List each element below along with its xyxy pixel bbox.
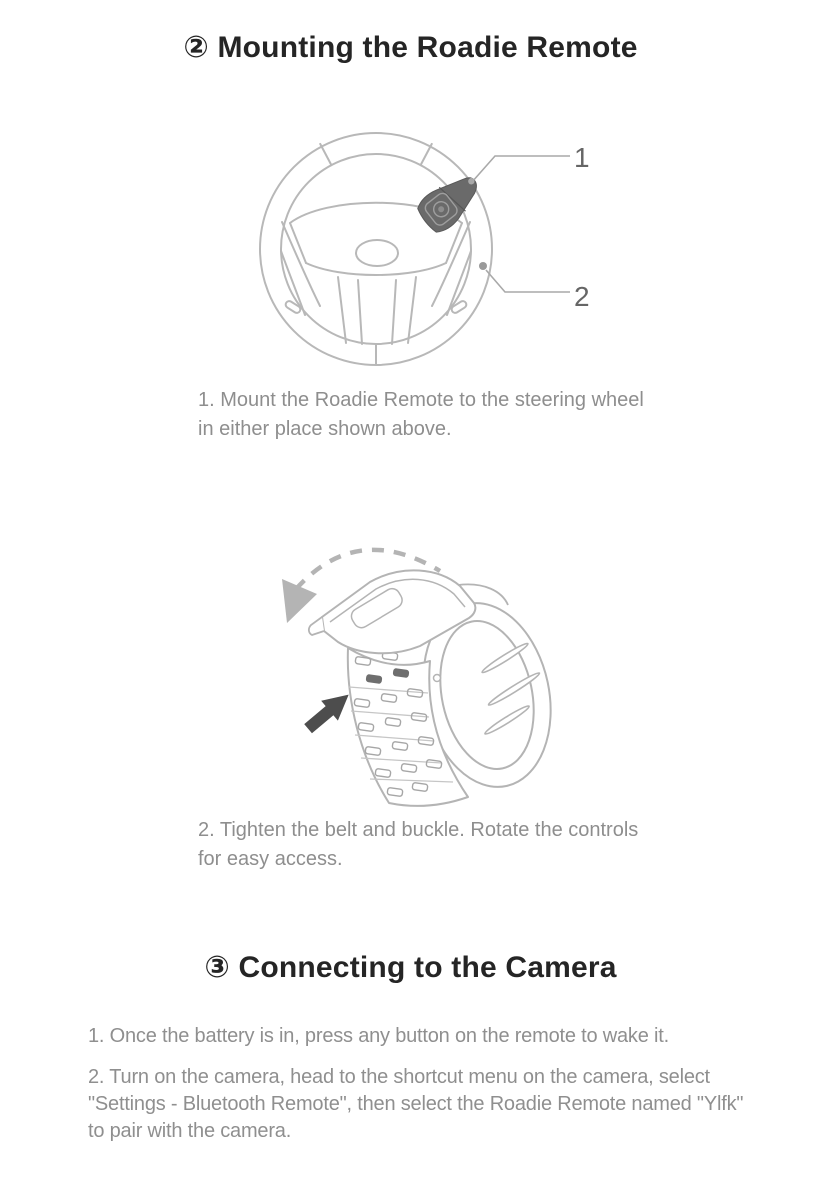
paragraph-line: 2. Turn on the camera, head to the shortcut menu on the camera, select	[88, 1066, 710, 1088]
paragraph-line: "Settings - Bluetooth Remote", then select the Roadie Remote named "Ylfk"	[88, 1093, 744, 1115]
mounting-step1-caption	[198, 386, 644, 444]
remote-strap-illustration	[262, 515, 562, 812]
remote-strap-drawing	[262, 515, 562, 807]
caption-line: 1. Mount the Roadie Remote to the steering wheel	[198, 389, 644, 411]
connecting-step2-paragraph	[88, 1064, 743, 1145]
callout-line-1	[472, 156, 570, 182]
callout-line-2	[486, 270, 570, 292]
paragraph-line: 1. Once the battery is in, press any button on the remote to wake it.	[88, 1025, 669, 1047]
wheel-logo-oval	[356, 240, 398, 266]
caption-line: for easy access.	[198, 848, 343, 870]
caption-line: 2. Tighten the belt and buckle. Rotate the controls	[198, 819, 639, 841]
steering-wheel-drawing	[240, 127, 600, 377]
buckle-pin	[434, 675, 441, 682]
section-heading-mounting: ② Mounting the Roadie Remote	[183, 31, 638, 64]
wheel-inner-rim	[281, 154, 471, 344]
connecting-step1-paragraph	[88, 1023, 669, 1050]
caption-line: in either place shown above.	[198, 418, 452, 440]
callout-label-2: 2	[574, 281, 590, 312]
callout-label-1: 1	[574, 142, 590, 173]
callout-dot-2	[479, 262, 487, 270]
insert-arrow	[300, 685, 357, 739]
steering-wheel-illustration	[240, 127, 600, 382]
paragraph-line: to pair with the camera.	[88, 1120, 292, 1142]
mounting-step2-caption	[198, 816, 638, 874]
section-heading-connecting: ③ Connecting to the Camera	[204, 951, 617, 984]
